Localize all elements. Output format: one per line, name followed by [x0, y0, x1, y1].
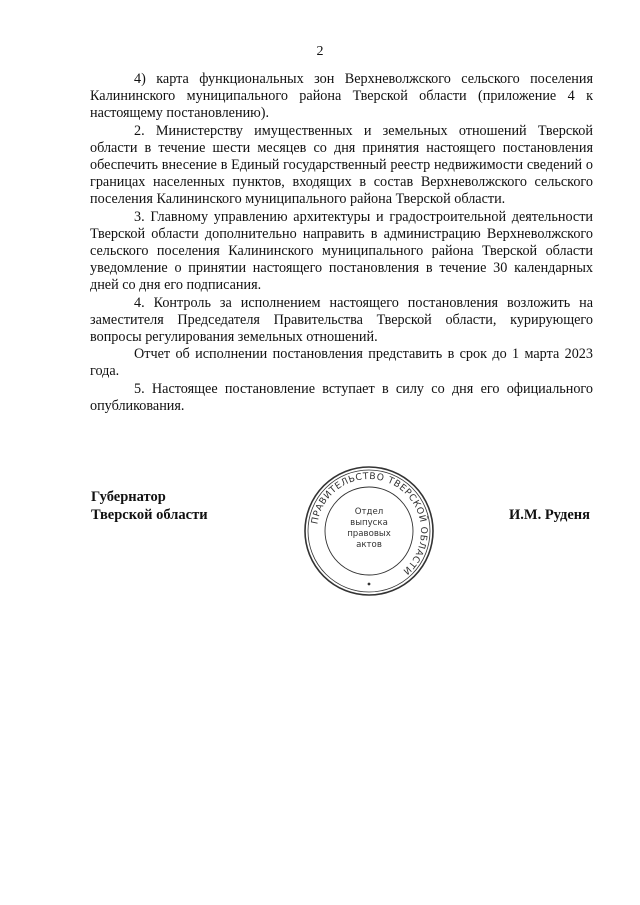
- seal-ring-text: ПРАВИТЕЛЬСТВО ТВЕРСКОЙ ОБЛАСТИ: [309, 470, 430, 577]
- paragraph-4: 4. Контроль за исполнением настоящего постановления возложить на заместителя Председателя Правительства Тверской области, курирующего вопросы регулирования земельных отношений.: [90, 294, 593, 346]
- signatory-title-line2: Тверской области: [91, 507, 208, 523]
- signatory-title: [91, 488, 208, 524]
- seal-center-line: актов: [356, 540, 382, 550]
- paragraph-report: Отчет об исполнении постановления представить в срок до 1 марта 2023 года.: [90, 346, 593, 380]
- seal-center-line: выпуска: [350, 518, 388, 528]
- paragraph-3: 3. Главному управлению архитектуры и градостроительной деятельности Тверской области дополнительно направить в администрацию Верхневолжского сельского поселения Калининского муниципального района Тверской области уведомление о принятии настоящего постановления в течение 30 календарных дней со дня его подписания.: [90, 208, 593, 294]
- paragraph-2: 2. Министерству имущественных и земельных отношений Тверской области в течение шести месяцев со дня принятия настоящего постановления обеспечить внесение в Единый государственный реестр недвижимости сведений о границах населенных пунктов, входящих в состав Верхневолжского сельского поселения Калининского муниципального района Тверской области.: [90, 122, 593, 208]
- paragraph-5: 5. Настоящее постановление вступает в силу со дня его официального опубликования.: [90, 380, 593, 414]
- seal-dot: [368, 583, 371, 586]
- seal-center-line: правовых: [347, 529, 391, 539]
- seal-center-text: [301, 507, 437, 551]
- paragraph-item-4: 4) карта функциональных зон Верхневолжского сельского поселения Калининского муниципального района Тверской области (приложение 4 к настоящему постановлению).: [90, 71, 593, 122]
- official-seal-stamp: [301, 463, 437, 599]
- signatory-title-line1: Губернатор: [91, 489, 166, 505]
- seal-center-line: Отдел: [354, 507, 384, 517]
- page-number: 2: [316, 44, 324, 59]
- document-body: [90, 71, 593, 415]
- signatory-name: И.М. Руденя: [508, 507, 590, 523]
